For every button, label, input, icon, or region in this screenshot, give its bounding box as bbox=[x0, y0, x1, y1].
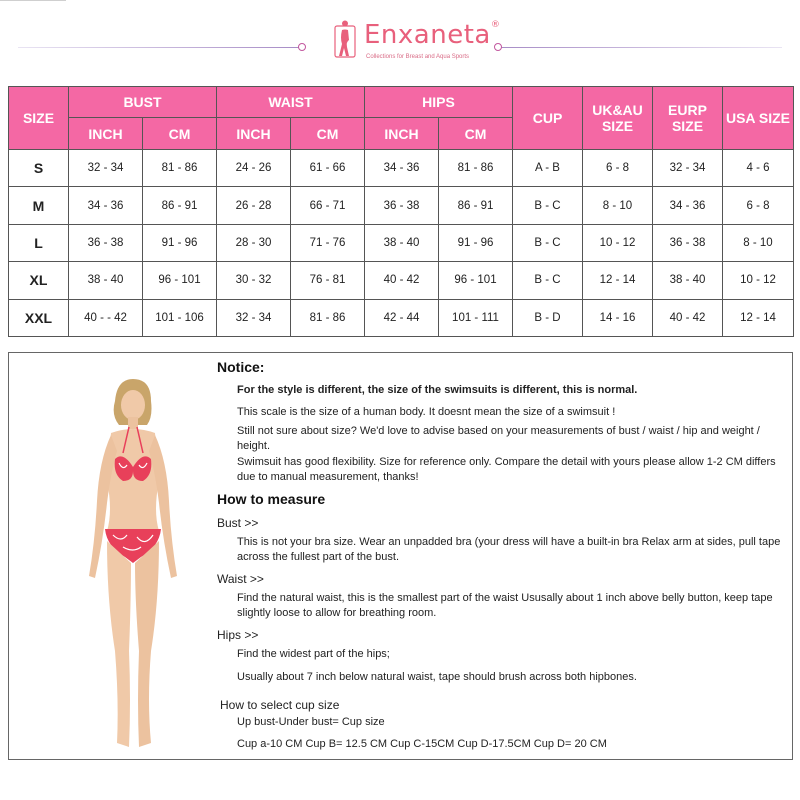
header-line-left bbox=[18, 47, 300, 48]
cell-bust-cm: 91 - 96 bbox=[143, 224, 217, 261]
cell-hips-inch: 38 - 40 bbox=[365, 224, 439, 261]
cell-waist-inch: 26 - 28 bbox=[217, 187, 291, 224]
cell-hips-inch: 42 - 44 bbox=[365, 299, 439, 336]
cell-waist-inch: 28 - 30 bbox=[217, 224, 291, 261]
cell-size: M bbox=[9, 187, 69, 224]
notice-title: Notice: bbox=[217, 359, 265, 375]
cell-bust-inch: 32 - 34 bbox=[69, 150, 143, 187]
header-bust: BUST bbox=[69, 87, 217, 118]
cell-waist-inch: 24 - 26 bbox=[217, 150, 291, 187]
table-row bbox=[9, 262, 794, 299]
cup-formula: Up bust-Under bust= Cup size bbox=[237, 716, 385, 728]
subheader-hips-inch: INCH bbox=[365, 118, 439, 150]
cup-values: Cup a-10 CM Cup B= 12.5 CM Cup C-15CM Cup D-17.5CM Cup D= 20 CM bbox=[237, 738, 607, 750]
cell-bust-cm: 81 - 86 bbox=[143, 150, 217, 187]
cell-bust-inch: 40 - - 42 bbox=[69, 299, 143, 336]
subheader-waist-inch: INCH bbox=[217, 118, 291, 150]
cell-ukau: 6 - 8 bbox=[583, 150, 653, 187]
waist-label: Waist >> bbox=[217, 572, 264, 586]
header-hips: HIPS bbox=[365, 87, 513, 118]
cell-eurp: 36 - 38 bbox=[653, 224, 723, 261]
cell-hips-cm: 96 - 101 bbox=[439, 262, 513, 299]
cell-usa: 6 - 8 bbox=[723, 187, 794, 224]
cell-bust-cm: 86 - 91 bbox=[143, 187, 217, 224]
cell-cup: B - C bbox=[513, 262, 583, 299]
hips-instructions-1: Find the widest part of the hips; bbox=[237, 648, 390, 660]
cell-hips-cm: 101 - 111 bbox=[439, 299, 513, 336]
waist-instructions: Find the natural waist, this is the smallest part of the waist Ususally about 1 inch above belly button, keep tape slightly loose to allow for breathing room. bbox=[237, 592, 773, 619]
cell-waist-cm: 61 - 66 bbox=[291, 150, 365, 187]
bust-label: Bust >> bbox=[217, 516, 259, 530]
cell-bust-cm: 101 - 106 bbox=[143, 299, 217, 336]
table-row bbox=[9, 224, 794, 261]
table-row bbox=[9, 150, 794, 187]
brand-tagline: Collections for Breast and Aqua Sports bbox=[366, 54, 470, 60]
subheader-bust-cm: CM bbox=[143, 118, 217, 150]
top-divider bbox=[0, 0, 66, 1]
cell-ukau: 8 - 10 bbox=[583, 187, 653, 224]
cell-hips-cm: 86 - 91 bbox=[439, 187, 513, 224]
cell-hips-inch: 40 - 42 bbox=[365, 262, 439, 299]
cell-cup: A - B bbox=[513, 150, 583, 187]
cell-eurp: 34 - 36 bbox=[653, 187, 723, 224]
notice-line-scale: This scale is the size of a human body. It doesnt mean the size of a swimsuit ! bbox=[237, 406, 616, 418]
cell-eurp: 40 - 42 bbox=[653, 299, 723, 336]
cell-cup: B - C bbox=[513, 187, 583, 224]
measure-title: How to measure bbox=[217, 491, 326, 507]
cell-waist-inch: 30 - 32 bbox=[217, 262, 291, 299]
subheader-hips-cm: CM bbox=[439, 118, 513, 150]
cell-cup: B - D bbox=[513, 299, 583, 336]
cell-bust-cm: 96 - 101 bbox=[143, 262, 217, 299]
cell-eurp: 38 - 40 bbox=[653, 262, 723, 299]
header-eurp-size: EURP SIZE bbox=[653, 87, 723, 150]
cell-hips-inch: 34 - 36 bbox=[365, 150, 439, 187]
header-cup: CUP bbox=[513, 87, 583, 150]
cell-size: XXL bbox=[9, 299, 69, 336]
header-ukau-size: UK&AU SIZE bbox=[583, 87, 653, 150]
header-line-right bbox=[498, 47, 782, 48]
cell-size: L bbox=[9, 224, 69, 261]
notice-line-style: For the style is different, the size of the swimsuits is different, this is normal. bbox=[237, 384, 638, 396]
cell-waist-cm: 81 - 86 bbox=[291, 299, 365, 336]
hips-label: Hips >> bbox=[217, 628, 259, 642]
cell-bust-inch: 36 - 38 bbox=[69, 224, 143, 261]
cell-usa: 12 - 14 bbox=[723, 299, 794, 336]
header-usa-size: USA SIZE bbox=[723, 87, 794, 150]
cell-bust-inch: 34 - 36 bbox=[69, 187, 143, 224]
registered-mark: ® bbox=[490, 20, 501, 30]
notice-panel bbox=[8, 352, 793, 760]
cell-waist-cm: 71 - 76 bbox=[291, 224, 365, 261]
cell-size: XL bbox=[9, 262, 69, 299]
cell-size: S bbox=[9, 150, 69, 187]
brand-logo bbox=[334, 18, 501, 66]
cell-waist-cm: 76 - 81 bbox=[291, 262, 365, 299]
subheader-bust-inch: INCH bbox=[69, 118, 143, 150]
subheader-waist-cm: CM bbox=[291, 118, 365, 150]
cell-eurp: 32 - 34 bbox=[653, 150, 723, 187]
size-chart-table bbox=[8, 86, 794, 337]
bust-instructions: This is not your bra size. Wear an unpadded bra (your dress will have a built-in bra Relax arm at sides, pull tape across the fullest part of the bust. bbox=[237, 536, 781, 563]
header-size: SIZE bbox=[9, 87, 69, 150]
cell-ukau: 14 - 16 bbox=[583, 299, 653, 336]
notice-line-flexibility: Swimsuit has good flexibility. Size for reference only. Compare the detail with yours please allow 1-2 CM differs due to manual measurement, thanks! bbox=[237, 456, 776, 483]
notice-line-advice: Still not sure about size? We'd love to advise based on your measurements of bust / waist / hip and weight / height. bbox=[237, 425, 760, 452]
cell-ukau: 12 - 14 bbox=[583, 262, 653, 299]
brand-name: Enxaneta® bbox=[364, 20, 501, 50]
cell-usa: 8 - 10 bbox=[723, 224, 794, 261]
cell-cup: B - C bbox=[513, 224, 583, 261]
swimsuit-model-image bbox=[67, 371, 197, 755]
header-waist: WAIST bbox=[217, 87, 365, 118]
hips-instructions-2: Usually about 7 inch below natural waist, tape should brush across both hipbones. bbox=[237, 671, 637, 683]
cell-usa: 4 - 6 bbox=[723, 150, 794, 187]
cell-ukau: 10 - 12 bbox=[583, 224, 653, 261]
cell-hips-inch: 36 - 38 bbox=[365, 187, 439, 224]
cell-waist-cm: 66 - 71 bbox=[291, 187, 365, 224]
cell-hips-cm: 91 - 96 bbox=[439, 224, 513, 261]
figure-logo-icon bbox=[334, 20, 356, 58]
header-dot-left bbox=[298, 43, 306, 51]
cell-waist-inch: 32 - 34 bbox=[217, 299, 291, 336]
cell-hips-cm: 81 - 86 bbox=[439, 150, 513, 187]
table-row bbox=[9, 299, 794, 336]
cell-bust-inch: 38 - 40 bbox=[69, 262, 143, 299]
cup-title: How to select cup size bbox=[220, 698, 340, 712]
cell-usa: 10 - 12 bbox=[723, 262, 794, 299]
table-row bbox=[9, 187, 794, 224]
